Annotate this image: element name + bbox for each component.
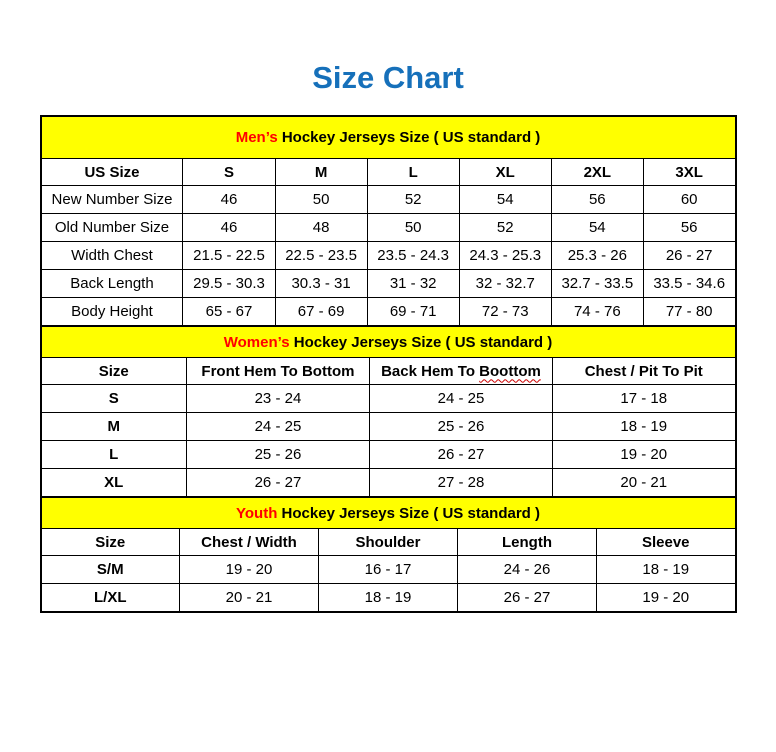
column-header: XL [459,159,551,186]
data-cell: 50 [367,214,459,242]
row-label: Back Length [41,270,183,298]
data-cell: 24 - 26 [458,556,597,584]
data-cell: 69 - 71 [367,298,459,327]
row-label: L [41,441,187,469]
data-cell: 32.7 - 33.5 [551,270,643,298]
banner-text: Hockey Jerseys Size ( US standard ) [277,129,541,146]
data-cell: 26 - 27 [369,441,552,469]
column-header: S [183,159,275,186]
page-title: Size Chart [312,60,464,95]
banner-highlight-text: Men’s [235,129,278,146]
data-cell: 54 [551,214,643,242]
table-row [41,186,736,214]
data-cell: 26 - 27 [458,584,597,613]
data-cell: 22.5 - 23.5 [275,242,367,270]
data-cell: 54 [459,186,551,214]
womens-header-row [41,358,736,385]
data-cell: 46 [183,214,275,242]
data-cell: 30.3 - 31 [275,270,367,298]
row-label: Width Chest [41,242,183,270]
column-header: Length [458,529,597,556]
data-cell: 52 [367,186,459,214]
table-row [41,413,736,441]
data-cell: 56 [643,214,735,242]
column-header: Back Hem To Boottom [369,358,552,385]
data-cell: 18 - 19 [597,556,736,584]
row-label: S [41,385,187,413]
data-cell: 25.3 - 26 [551,242,643,270]
data-cell: 23.5 - 24.3 [367,242,459,270]
data-cell: 20 - 21 [180,584,319,613]
row-label: S/M [41,556,180,584]
banner-text: Hockey Jerseys Size ( US standard ) [289,333,553,351]
data-cell: 20 - 21 [552,469,735,498]
data-cell: 48 [275,214,367,242]
data-cell: 50 [275,186,367,214]
column-header: Size [41,358,187,385]
row-label: XL [41,469,187,498]
mens-header-row [41,159,736,186]
row-label: L/XL [41,584,180,613]
youth-section-banner [41,497,736,529]
data-cell: 24.3 - 25.3 [459,242,551,270]
table-row [41,584,736,613]
size-chart [40,115,737,613]
data-cell: 60 [643,186,735,214]
table-row [41,385,736,413]
column-header: Chest / Width [180,529,319,556]
data-cell: 72 - 73 [459,298,551,327]
data-cell: 16 - 17 [319,556,458,584]
table-row [41,270,736,298]
table-row [41,242,736,270]
row-label: New Number Size [41,186,183,214]
data-cell: 33.5 - 34.6 [643,270,735,298]
data-cell: 24 - 25 [186,413,369,441]
data-cell: 23 - 24 [186,385,369,413]
womens-section-banner [41,326,736,358]
data-cell: 31 - 32 [367,270,459,298]
data-cell: 18 - 19 [552,413,735,441]
womens-size-table [40,325,737,498]
data-cell: 21.5 - 22.5 [183,242,275,270]
data-cell: 77 - 80 [643,298,735,327]
data-cell: 17 - 18 [552,385,735,413]
data-cell: 19 - 20 [180,556,319,584]
banner-text: Hockey Jerseys Size ( US standard ) [277,504,540,522]
data-cell: 19 - 20 [552,441,735,469]
column-header: 2XL [551,159,643,186]
mens-section-banner [41,116,736,159]
data-cell: 65 - 67 [183,298,275,327]
table-row [41,214,736,242]
misspelled-word: Boottom [479,362,541,380]
table-row [41,298,736,327]
data-cell: 27 - 28 [369,469,552,498]
row-label: Body Height [41,298,183,327]
youth-size-table [40,496,737,613]
data-cell: 67 - 69 [275,298,367,327]
data-cell: 74 - 76 [551,298,643,327]
data-cell: 56 [551,186,643,214]
row-label: Old Number Size [41,214,183,242]
column-header: Shoulder [319,529,458,556]
banner-highlight-text: Youth [236,504,278,522]
table-row [41,469,736,498]
data-cell: 25 - 26 [369,413,552,441]
column-header: Front Hem To Bottom [186,358,369,385]
data-cell: 26 - 27 [643,242,735,270]
data-cell: 25 - 26 [186,441,369,469]
column-header: Size [41,529,180,556]
data-cell: 19 - 20 [597,584,736,613]
column-header: M [275,159,367,186]
table-row [41,441,736,469]
column-header: Chest / Pit To Pit [552,358,735,385]
column-header: Sleeve [597,529,736,556]
youth-header-row [41,529,736,556]
data-cell: 32 - 32.7 [459,270,551,298]
mens-size-table [40,115,737,327]
row-label: M [41,413,187,441]
column-header: L [367,159,459,186]
data-cell: 26 - 27 [186,469,369,498]
banner-highlight-text: Women’s [223,333,290,351]
column-header: 3XL [643,159,735,186]
column-header: US Size [41,159,183,186]
data-cell: 52 [459,214,551,242]
data-cell: 18 - 19 [319,584,458,613]
data-cell: 46 [183,186,275,214]
data-cell: 29.5 - 30.3 [183,270,275,298]
data-cell: 24 - 25 [369,385,552,413]
table-row [41,556,736,584]
